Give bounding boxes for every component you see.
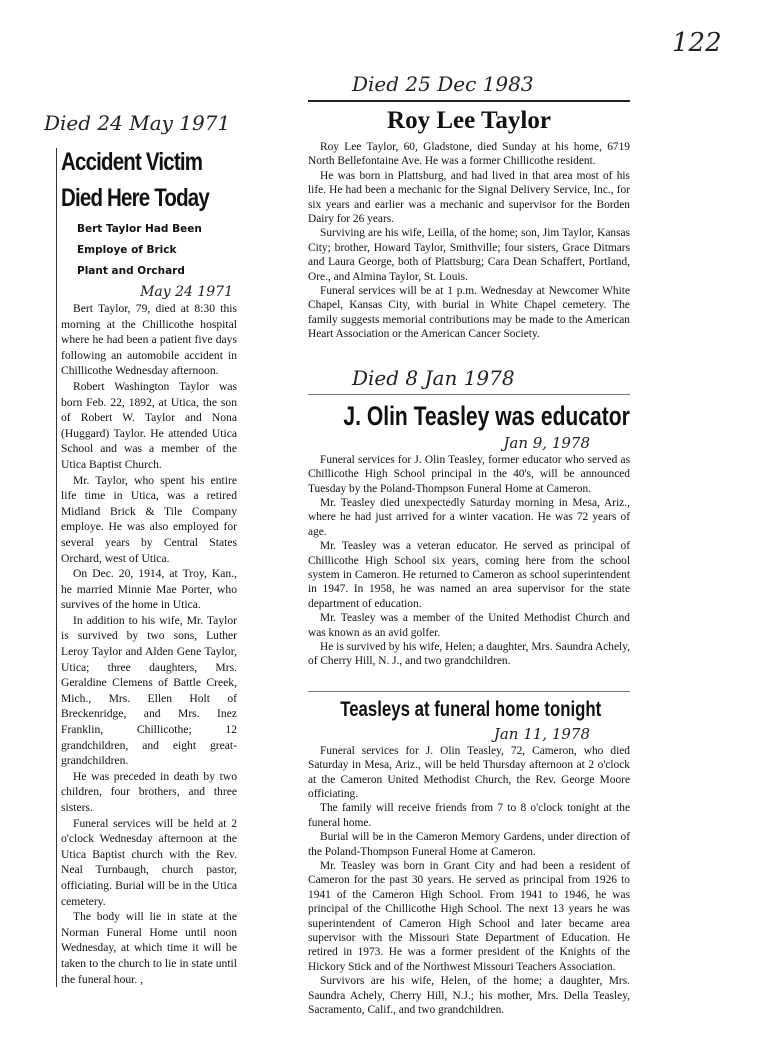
paragraph: Robert Washington Taylor was born Feb. 22, 1892, at Utica, the son of Robert W. Taylor and Nona (Huggard) Taylor. He attended Utica School and was a member of the Utica Baptist Church. — [61, 379, 237, 471]
paragraph: Bert Taylor, 79, died at 8:30 this morning at the Chillicothe hospital where he had been a patient five days following an automobile accident in Chillicothe Wednesday afternoon. — [61, 302, 237, 378]
obituary-j-olin-teasley — [308, 364, 630, 669]
divider — [308, 394, 630, 395]
paragraph: In addition to his wife, Mr. Taylor is survived by two sons, Luther Leroy Taylor and Alden Gene Taylor, Utica; three daughters, Mrs. Geraldine Clemens of Battle Creek, Mich., Mrs. Ellen Holt of Breckenridge, and Mrs. Inez Franklin, Chillicothe; 12 grandchildren, and eight great-grandchildren. — [61, 613, 237, 768]
paragraph: He was preceded in death by two children, four brothers, and three sisters. — [61, 769, 237, 814]
date-stamp-annotation: May 24 1971 — [140, 284, 233, 300]
left-clipping-area — [44, 108, 244, 987]
subhead-line-2: Employe of Brick — [77, 244, 177, 256]
paragraph: Mr. Teasley was a veteran educator. He served as principal of Chillicothe High School six years, coming here from the school system in Cameron. He returned to Cameron as school superintendent in 1947. In 1958, he was named an area supervisor for the state department of education. — [308, 540, 630, 610]
paragraph: Roy Lee Taylor, 60, Gladstone, died Sunday at his home, 6719 North Bellefontaine Ave. He was a former Chillicothe resident. — [308, 141, 630, 168]
paragraph: Funeral services for J. Olin Teasley, 72, Cameron, who died Saturday in Mesa, Ariz., will be held Thursday afternoon at 2 o'clock at the Cameron United Methodist Church, the Rev. George Moore officiating. — [308, 744, 630, 800]
headline: J. Olin Teasley was educator — [343, 400, 630, 431]
paragraph: Surviving are his wife, Leilla, of the home; son, Jim Taylor, Kansas City; brother, Howard Taylor, Smithville; four sisters, Grace Ditmars and Laura George, both of Plattsburg; Cara Dean Schaffert, Portland, Ore., and Almina Taylor, St. Louis. — [308, 227, 630, 283]
paragraph: Funeral services for J. Olin Teasley, former educator who served as Chillicothe High School principal in the 40's, will be announced Tuesday by the Poland-Thompson Funeral Home at Cameron. — [308, 453, 630, 495]
death-date-annotation: Died 25 Dec 1983 — [352, 72, 534, 96]
headline: Roy Lee Taylor — [387, 107, 551, 134]
divider — [308, 100, 630, 102]
paragraph: Burial will be in the Cameron Memory Gardens, under direction of the Poland-Thompson Funeral Home at Cameron. — [308, 831, 630, 858]
headline-line-1: Accident Victim — [61, 148, 203, 176]
death-date-annotation: Died 8 Jan 1978 — [352, 365, 515, 390]
paragraph: Funeral services will be held at 2 o'clock Wednesday afternoon at the Utica Baptist church with the Rev. Neal Turnbaugh, church pastor, officiating. Burial will be in the Utica cemetery. — [61, 816, 237, 908]
subhead-line-3: Plant and Orchard — [77, 265, 185, 277]
obituary-bert-taylor — [56, 148, 237, 987]
paragraph: Mr. Teasley was a member of the United Methodist Church and was known as an avid golfer. — [308, 612, 630, 639]
paragraph: The family will receive friends from 7 to 8 o'clock tonight at the funeral home. — [308, 802, 630, 829]
paragraph: Funeral services will be at 1 p.m. Wednesday at Newcomer White Chapel, Kansas City, with burial in White Chapel cemetery. The family suggests memorial contributions may be made to the American Heart Association or the American Cancer Society. — [308, 285, 630, 341]
page-number-annotation: 122 — [672, 28, 722, 58]
subhead-line-1: Bert Taylor Had Been — [77, 223, 202, 235]
paragraph: He was born in Plattsburg, and had lived in that area most of his life. He had been a mechanic for the Signal Delivery Service, Inc., for six years and earlier was a mechanic and supervisor for the Borden Dairy for 26 years. — [308, 169, 630, 226]
paragraph: He is survived by his wife, Helen; a daughter, Mrs. Saundra Achely, of Cherry Hill, N. J., and two grandchildren. — [308, 640, 630, 668]
paragraph: Mr. Teasley died unexpectedly Saturday morning in Mesa, Ariz., where he had just arrived for a winter vacation. He was 72 years of age. — [308, 496, 630, 538]
paragraph: On Dec. 20, 1914, at Troy, Kan., he married Minnie Mae Porter, who survives of the home in Utica. — [61, 567, 237, 612]
headline: Teasleys at funeral home tonight — [340, 697, 602, 721]
article-teasleys-funeral-home — [308, 691, 630, 1018]
paragraph: Mr. Teasley was born in Grant City and had been a resident of Cameron for the past 30 years. He served as principal from 1926 to 1941 of the Cameron High School. From 1941 to 1946, he was principal of the Chillicothe High School. The next 13 years he was superintendent of Cameron High School and later became area supervisor with the Missouri State Department of Education. He retired in 1973. He was a former president of the Knights of the Hickory Stick and of the Northwest Missouri Teachers Association. — [308, 860, 630, 973]
paragraph: The body will lie in state at the Norman Funeral Home until noon Wednesday, at which time it will be taken to the church to lie in state until the funeral hour. , — [61, 910, 237, 986]
headline-line-2: Died Here Today — [61, 184, 209, 212]
death-date-annotation: Died 24 May 1971 — [44, 111, 231, 135]
divider — [308, 691, 630, 692]
obituary-roy-lee-taylor — [308, 70, 630, 342]
right-clippings-column — [308, 70, 630, 1040]
date-stamp-annotation: Jan 9, 1978 — [503, 433, 590, 452]
date-stamp-annotation: Jan 11, 1978 — [493, 724, 590, 743]
paragraph: Survivors are his wife, Helen, of the home; a daughter, Mrs. Saundra Achely, Cherry Hill, N.J.; his mother, Mrs. Della Teasley, Sacramento, Calif., and two grandchildren. — [308, 975, 630, 1017]
paragraph: Mr. Taylor, who spent his entire life time in Utica, was a retired Midland Brick & Tile Company employe. He was also employed for several years by Central States Orchard, west of Utica. — [61, 473, 237, 565]
